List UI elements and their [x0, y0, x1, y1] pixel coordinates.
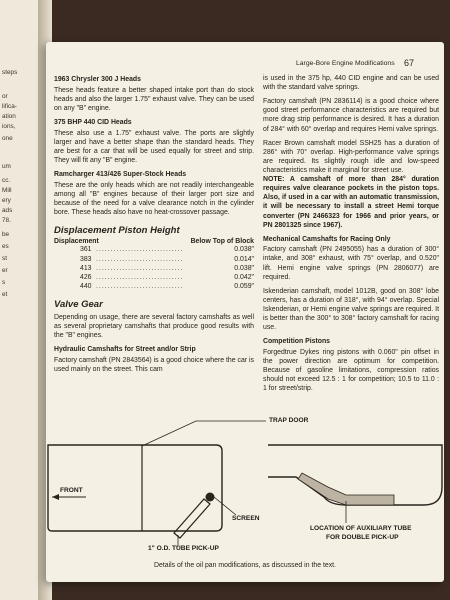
- paragraph-cam-continued: is used in the 375 hp, 440 CID engine and can be used with the standard valve springs.: [263, 75, 439, 92]
- label-aux-tube-line1: LOCATION OF AUXILIARY TUBE: [310, 525, 412, 532]
- prev-page-fragment: ions,: [2, 123, 16, 130]
- section-title-mechanical-camshafts: Mechanical Camshafts for Racing Only: [263, 235, 391, 243]
- piston-table-header: [54, 238, 254, 245]
- section-title-ramcharger-heads: Ramcharger 413/426 Super-Stock Heads: [54, 171, 187, 179]
- paragraph-competition-pistons: Forgedtrue Dykes ring pistons with 0.060" pin offset in the power direction are optimum for competition. Because of gasoline limitations, compression ratios should not exceed 12.5 : 1 for competition; 10.5 to 11.0 : 1 for street/strip.: [263, 348, 439, 393]
- note-camshaft-duration: NOTE: A camshaft of more than 284° duration requires valve clearance pockets in the piston tops. Also, if used in a car with an automatic transmission, it will be necessary to install a street Hemi torque converter (PN 2466323 for 1966 and prior years, or PN 2801325 since 1967).: [263, 176, 439, 229]
- label-front: FRONT: [60, 487, 83, 494]
- section-title-440-heads: 375 BHP 440 CID Heads: [54, 118, 132, 126]
- prev-page-fragment: s: [2, 279, 6, 286]
- prev-page-fragment: ation: [2, 113, 16, 120]
- prev-page-fragment: be: [2, 231, 10, 238]
- paragraph-racer-brown-cam: Racer Brown camshaft model SSH25 has a duration of 286° with 70° overlap. High-performance valve springs are required. Its slightly rough idle and low-speed characteristics make it marginal for street use.: [263, 139, 439, 174]
- prev-page-fragment: ads: [2, 207, 13, 214]
- column-header-below-block: Below Top of Block: [190, 238, 254, 246]
- paragraph-iskenderian-cam: Iskenderian camshaft, model 1012B, good on 308° lobe centers, has a duration of 318°, with 94° overlap. Special Iskenderian, or Hemi engine valve springs are required. It is better than the 300° to 308° factory camshaft for racing use.: [263, 287, 439, 332]
- previous-page-edge: [0, 0, 40, 600]
- figure-caption: Details of the oil pan modifications, as discussed in the text.: [154, 562, 336, 569]
- running-head: Large-Bore Engine Modifications: [296, 60, 395, 67]
- section-title-piston-height: Displacement Piston Height: [54, 225, 180, 237]
- prev-page-fragment: es: [2, 243, 9, 250]
- pickup-tube: [174, 499, 210, 538]
- right-column: [263, 70, 439, 394]
- prev-page-fragment: or: [2, 93, 8, 100]
- screen-leader: [214, 497, 236, 515]
- paragraph-factory-cam-2836114: Factory camshaft (PN 2836114) is a good choice where good street performance characteristics are required but more drag strip performance is desired. It has a duration of 284° with 60° overlap and requires Hemi valve springs.: [263, 98, 439, 133]
- column-header-displacement: Displacement: [54, 238, 99, 246]
- section-title-valve-gear: Valve Gear: [54, 299, 103, 311]
- piston-table: [54, 245, 254, 291]
- label-tube-pickup: 1" O.D. TUBE PICK-UP: [148, 545, 219, 552]
- label-trap-door: TRAP DOOR: [269, 417, 309, 424]
- trap-door-leader: [142, 421, 266, 446]
- prev-page-fragment: ery: [2, 197, 11, 204]
- book-page: [46, 42, 444, 582]
- left-column: [54, 70, 254, 374]
- paragraph-440-heads: These also use a 1.75" exhaust valve. The ports are slightly larger and have a better shape than the standard heads. They are best for a car that will be used equally for street and strip. They will fit any "B" engine.: [54, 129, 254, 164]
- prev-page-fragment: st: [2, 255, 7, 262]
- table-row: 440 .............................. 0.059": [80, 283, 254, 291]
- label-screen: SCREEN: [232, 515, 260, 522]
- prev-page-fragment: 78.: [2, 217, 11, 224]
- front-arrow-head: [52, 494, 59, 500]
- paragraph-hydraulic-camshafts: Factory camshaft (PN 2843564) is a good choice where the car is used mainly on the street. This cam: [54, 356, 254, 373]
- table-row: 361 .............................. 0.038": [80, 246, 254, 254]
- prev-page-fragment: steps: [2, 69, 18, 76]
- page-number: 67: [404, 58, 415, 68]
- section-title-competition-pistons: Competition Pistons: [263, 338, 330, 346]
- prev-page-fragment: Mill: [2, 187, 12, 194]
- table-row: 413 .............................. 0.038": [80, 264, 254, 272]
- label-aux-tube-line2: FOR DOUBLE PICK-UP: [326, 534, 399, 541]
- prev-page-fragment: um: [2, 163, 11, 170]
- prev-page-fragment: one: [2, 135, 13, 142]
- prev-page-fragment: er: [2, 267, 8, 274]
- paragraph-valve-gear: Depending on usage, there are several factory camshafts as well as several proprietary camshafts that produce good results with the "B" engines.: [54, 313, 254, 339]
- section-title-hydraulic-camshafts: Hydraulic Camshafts for Street and/or Strip: [54, 346, 196, 354]
- table-row: 426 .............................. 0.042": [80, 273, 254, 281]
- section-title-300j-heads: 1963 Chrysler 300 J Heads: [54, 76, 141, 83]
- prev-page-fragment: cc.: [2, 177, 11, 184]
- table-row: 383 .............................. 0.014": [80, 255, 254, 263]
- paragraph-300j-heads: These heads feature a better shaped intake port than do stock heads and also the larger 1.75" exhaust valve. They can be used on any "B" engine.: [54, 86, 254, 112]
- pickup-screen: [206, 493, 215, 502]
- oil-pan-diagram: [46, 417, 444, 557]
- paragraph-ramcharger-heads: These are the only heads which are not readily interchangeable among all "B" engines because of their larger port size and because of the need for a valve clearance notch in the cylinder bore. These heads also have no heat-crossover passage.: [54, 181, 254, 216]
- paragraph-factory-cam-2495055: Factory camshaft (PN 2495055) has a duration of 300° intake, and 308° exhaust, with 75° overlap, and 0.520" lift. Hemi engine valve springs (PN 2806077) are required.: [263, 246, 439, 281]
- prev-page-fragment: lifica-: [2, 103, 17, 110]
- aux-tube-shading: [298, 473, 394, 505]
- prev-page-fragment: et: [2, 291, 8, 298]
